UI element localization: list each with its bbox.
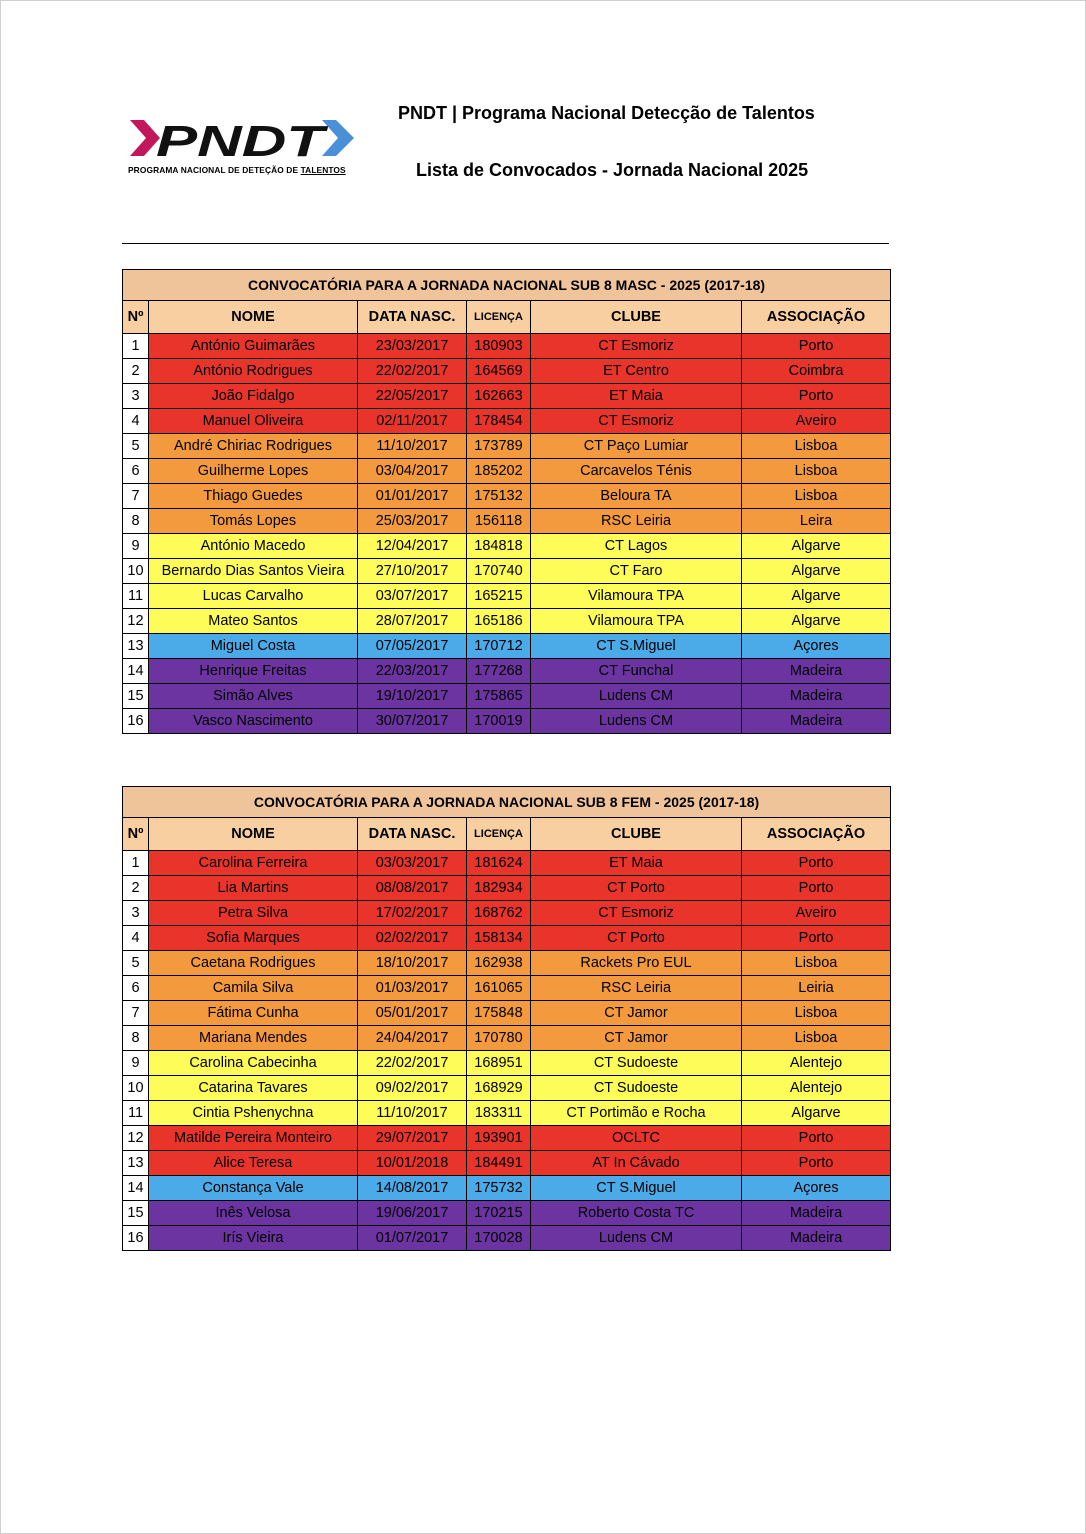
cell-association: Porto [742,384,891,409]
col-header-dob: DATA NASC. [358,301,467,334]
table-row [123,1051,891,1076]
table-row [123,584,891,609]
cell-association: Leiria [742,976,891,1001]
col-header-name: NOME [149,301,358,334]
table-row [123,976,891,1001]
table-row [123,901,891,926]
table-row [123,684,891,709]
cell-license: 164569 [467,359,531,384]
table-row [123,559,891,584]
cell-association: Porto [742,876,891,901]
cell-dob: 11/10/2017 [358,1101,467,1126]
cell-license: 193901 [467,1126,531,1151]
cell-num: 11 [123,584,149,609]
cell-name: Inês Velosa [149,1201,358,1226]
cell-club: ET Centro [531,359,742,384]
cell-license: 162663 [467,384,531,409]
cell-association: Madeira [742,709,891,734]
cell-dob: 11/10/2017 [358,434,467,459]
cell-association: Açores [742,634,891,659]
cell-license: 184491 [467,1151,531,1176]
cell-name: Vasco Nascimento [149,709,358,734]
cell-license: 180903 [467,334,531,359]
cell-association: Algarve [742,559,891,584]
cell-club: CT Jamor [531,1026,742,1051]
cell-club: Ludens CM [531,709,742,734]
cell-club: Carcavelos Ténis [531,459,742,484]
cell-dob: 09/02/2017 [358,1076,467,1101]
table-row [123,1151,891,1176]
table-row [123,609,891,634]
cell-association: Porto [742,926,891,951]
page-subtitle: Lista de Convocados - Jornada Nacional 2025 [416,160,809,180]
cell-association: Porto [742,334,891,359]
cell-dob: 22/02/2017 [358,1051,467,1076]
table-row [123,1201,891,1226]
cell-license: 168762 [467,901,531,926]
cell-num: 9 [123,534,149,559]
table-row [123,359,891,384]
cell-license: 170019 [467,709,531,734]
cell-club: CT Sudoeste [531,1076,742,1101]
cell-license: 175132 [467,484,531,509]
cell-association: Madeira [742,1226,891,1251]
cell-club: CT Portimão e Rocha [531,1101,742,1126]
cell-license: 170780 [467,1026,531,1051]
cell-license: 170215 [467,1201,531,1226]
table-row [123,876,891,901]
cell-dob: 19/10/2017 [358,684,467,709]
cell-association: Alentejo [742,1051,891,1076]
cell-dob: 22/05/2017 [358,384,467,409]
cell-name: Mariana Mendes [149,1026,358,1051]
cell-club: Rackets Pro EUL [531,951,742,976]
cell-num: 3 [123,384,149,409]
cell-num: 10 [123,1076,149,1101]
cell-name: Matilde Pereira Monteiro [149,1126,358,1151]
cell-num: 11 [123,1101,149,1126]
cell-dob: 30/07/2017 [358,709,467,734]
cell-name: Lia Martins [149,876,358,901]
cell-name: Tomás Lopes [149,509,358,534]
cell-license: 165215 [467,584,531,609]
cell-association: Algarve [742,534,891,559]
cell-club: CT Paço Lumiar [531,434,742,459]
cell-club: CT Esmoriz [531,409,742,434]
cell-dob: 02/02/2017 [358,926,467,951]
cell-association: Leira [742,509,891,534]
table-row [123,851,891,876]
table-row [123,334,891,359]
col-header-club: CLUBE [531,301,742,334]
col-header-num: Nº [123,818,149,851]
cell-name: Carolina Cabecinha [149,1051,358,1076]
table-row [123,434,891,459]
cell-club: ET Maia [531,851,742,876]
cell-name: Catarina Tavares [149,1076,358,1101]
table-row [123,659,891,684]
cell-dob: 22/03/2017 [358,659,467,684]
cell-dob: 24/04/2017 [358,1026,467,1051]
cell-dob: 14/08/2017 [358,1176,467,1201]
cell-num: 1 [123,851,149,876]
cell-license: 185202 [467,459,531,484]
cell-num: 12 [123,1126,149,1151]
cell-license: 156118 [467,509,531,534]
table-row [123,1001,891,1026]
cell-name: Camila Silva [149,976,358,1001]
col-header-dob: DATA NASC. [358,818,467,851]
cell-num: 8 [123,1026,149,1051]
cell-association: Aveiro [742,901,891,926]
cell-dob: 01/03/2017 [358,976,467,1001]
cell-name: António Guimarães [149,334,358,359]
table-row [123,1026,891,1051]
cell-association: Algarve [742,609,891,634]
table-row [123,951,891,976]
cell-association: Porto [742,1151,891,1176]
cell-num: 7 [123,1001,149,1026]
cell-name: Manuel Oliveira [149,409,358,434]
cell-license: 158134 [467,926,531,951]
logo-subtitle: PROGRAMA NACIONAL DE DETEÇÃO DE TALENTOS [128,165,346,175]
table-row [123,384,891,409]
table-row [123,1126,891,1151]
cell-dob: 03/03/2017 [358,851,467,876]
cell-dob: 01/07/2017 [358,1226,467,1251]
cell-club: CT Sudoeste [531,1051,742,1076]
cell-name: Thiago Guedes [149,484,358,509]
table-row [123,534,891,559]
cell-license: 184818 [467,534,531,559]
cell-club: Ludens CM [531,684,742,709]
cell-num: 10 [123,559,149,584]
cell-club: CT Esmoriz [531,901,742,926]
cell-license: 165186 [467,609,531,634]
cell-club: ET Maia [531,384,742,409]
table-row [123,709,891,734]
cell-dob: 01/01/2017 [358,484,467,509]
roster-table-masc [122,269,891,734]
cell-association: Lisboa [742,1001,891,1026]
cell-association: Lisboa [742,484,891,509]
col-header-association: ASSOCIAÇÃO [742,301,891,334]
roster-table-fem [122,786,891,1251]
cell-name: Cintia Pshenychna [149,1101,358,1126]
table-row [123,409,891,434]
cell-num: 16 [123,709,149,734]
cell-name: António Macedo [149,534,358,559]
cell-name: Henrique Freitas [149,659,358,684]
cell-num: 14 [123,659,149,684]
cell-license: 182934 [467,876,531,901]
table-caption: CONVOCATÓRIA PARA A JORNADA NACIONAL SUB 8 FEM - 2025 (2017-18) [123,787,891,818]
cell-dob: 12/04/2017 [358,534,467,559]
cell-club: RSC Leiria [531,509,742,534]
cell-club: Vilamoura TPA [531,609,742,634]
cell-num: 5 [123,434,149,459]
cell-license: 161065 [467,976,531,1001]
cell-num: 2 [123,359,149,384]
cell-num: 3 [123,901,149,926]
cell-license: 162938 [467,951,531,976]
cell-club: AT In Cávado [531,1151,742,1176]
cell-association: Lisboa [742,459,891,484]
cell-name: Petra Silva [149,901,358,926]
cell-dob: 08/08/2017 [358,876,467,901]
cell-license: 175865 [467,684,531,709]
cell-association: Lisboa [742,951,891,976]
cell-association: Porto [742,851,891,876]
cell-num: 13 [123,1151,149,1176]
table-row [123,1101,891,1126]
cell-license: 170712 [467,634,531,659]
cell-dob: 03/07/2017 [358,584,467,609]
cell-club: CT Jamor [531,1001,742,1026]
cell-license: 183311 [467,1101,531,1126]
table-row [123,509,891,534]
cell-license: 175848 [467,1001,531,1026]
page-title: PNDT | Programa Nacional Detecção de Talentos [398,103,815,123]
cell-license: 170028 [467,1226,531,1251]
cell-association: Porto [742,1126,891,1151]
cell-association: Madeira [742,659,891,684]
table-caption: CONVOCATÓRIA PARA A JORNADA NACIONAL SUB 8 MASC - 2025 (2017-18) [123,270,891,301]
cell-dob: 22/02/2017 [358,359,467,384]
cell-association: Madeira [742,1201,891,1226]
cell-name: Caetana Rodrigues [149,951,358,976]
col-header-license: LICENÇA [467,301,531,334]
col-header-num: Nº [123,301,149,334]
cell-num: 6 [123,459,149,484]
cell-name: Mateo Santos [149,609,358,634]
cell-club: RSC Leiria [531,976,742,1001]
cell-club: Ludens CM [531,1226,742,1251]
cell-num: 16 [123,1226,149,1251]
cell-dob: 23/03/2017 [358,334,467,359]
cell-dob: 25/03/2017 [358,509,467,534]
table-row [123,1226,891,1251]
cell-club: CT Lagos [531,534,742,559]
cell-num: 7 [123,484,149,509]
cell-association: Algarve [742,1101,891,1126]
cell-name: Fátima Cunha [149,1001,358,1026]
cell-license: 170740 [467,559,531,584]
table-row [123,1076,891,1101]
cell-association: Lisboa [742,434,891,459]
cell-association: Coimbra [742,359,891,384]
col-header-association: ASSOCIAÇÃO [742,818,891,851]
cell-name: Bernardo Dias Santos Vieira [149,559,358,584]
cell-num: 4 [123,409,149,434]
header-divider [122,243,889,244]
col-header-name: NOME [149,818,358,851]
cell-club: CT Funchal [531,659,742,684]
table-row [123,926,891,951]
cell-dob: 19/06/2017 [358,1201,467,1226]
cell-association: Algarve [742,584,891,609]
table-row [123,634,891,659]
cell-num: 4 [123,926,149,951]
cell-dob: 18/10/2017 [358,951,467,976]
cell-num: 9 [123,1051,149,1076]
col-header-license: LICENÇA [467,818,531,851]
cell-name: André Chiriac Rodrigues [149,434,358,459]
cell-dob: 29/07/2017 [358,1126,467,1151]
logo-wordmark: PNDT [156,117,329,166]
cell-dob: 02/11/2017 [358,409,467,434]
cell-club: CT Faro [531,559,742,584]
col-header-club: CLUBE [531,818,742,851]
cell-license: 177268 [467,659,531,684]
cell-license: 168951 [467,1051,531,1076]
cell-name: Guilherme Lopes [149,459,358,484]
cell-num: 13 [123,634,149,659]
cell-name: Constança Vale [149,1176,358,1201]
cell-association: Madeira [742,684,891,709]
cell-dob: 28/07/2017 [358,609,467,634]
cell-club: OCLTC [531,1126,742,1151]
cell-association: Alentejo [742,1076,891,1101]
cell-name: António Rodrigues [149,359,358,384]
cell-license: 181624 [467,851,531,876]
cell-num: 14 [123,1176,149,1201]
cell-num: 5 [123,951,149,976]
cell-club: CT S.Miguel [531,634,742,659]
cell-num: 15 [123,1201,149,1226]
table-row [123,1176,891,1201]
cell-name: Sofia Marques [149,926,358,951]
cell-association: Aveiro [742,409,891,434]
cell-club: Vilamoura TPA [531,584,742,609]
cell-license: 175732 [467,1176,531,1201]
cell-dob: 05/01/2017 [358,1001,467,1026]
cell-association: Açores [742,1176,891,1201]
cell-club: Roberto Costa TC [531,1201,742,1226]
cell-num: 6 [123,976,149,1001]
cell-name: João Fidalgo [149,384,358,409]
cell-num: 8 [123,509,149,534]
cell-dob: 03/04/2017 [358,459,467,484]
logo-chevron-right [322,120,354,156]
cell-name: Alice Teresa [149,1151,358,1176]
cell-license: 168929 [467,1076,531,1101]
cell-name: Lucas Carvalho [149,584,358,609]
cell-club: Beloura TA [531,484,742,509]
cell-dob: 10/01/2018 [358,1151,467,1176]
cell-club: CT Porto [531,926,742,951]
cell-association: Lisboa [742,1026,891,1051]
cell-dob: 17/02/2017 [358,901,467,926]
cell-num: 1 [123,334,149,359]
cell-license: 178454 [467,409,531,434]
cell-club: CT Porto [531,876,742,901]
table-row [123,484,891,509]
cell-name: Simão Alves [149,684,358,709]
cell-name: Carolina Ferreira [149,851,358,876]
cell-license: 173789 [467,434,531,459]
cell-name: Miguel Costa [149,634,358,659]
cell-num: 15 [123,684,149,709]
cell-dob: 07/05/2017 [358,634,467,659]
cell-num: 12 [123,609,149,634]
cell-dob: 27/10/2017 [358,559,467,584]
table-row [123,459,891,484]
cell-num: 2 [123,876,149,901]
cell-club: CT S.Miguel [531,1176,742,1201]
cell-name: Irís Vieira [149,1226,358,1251]
cell-club: CT Esmoriz [531,334,742,359]
